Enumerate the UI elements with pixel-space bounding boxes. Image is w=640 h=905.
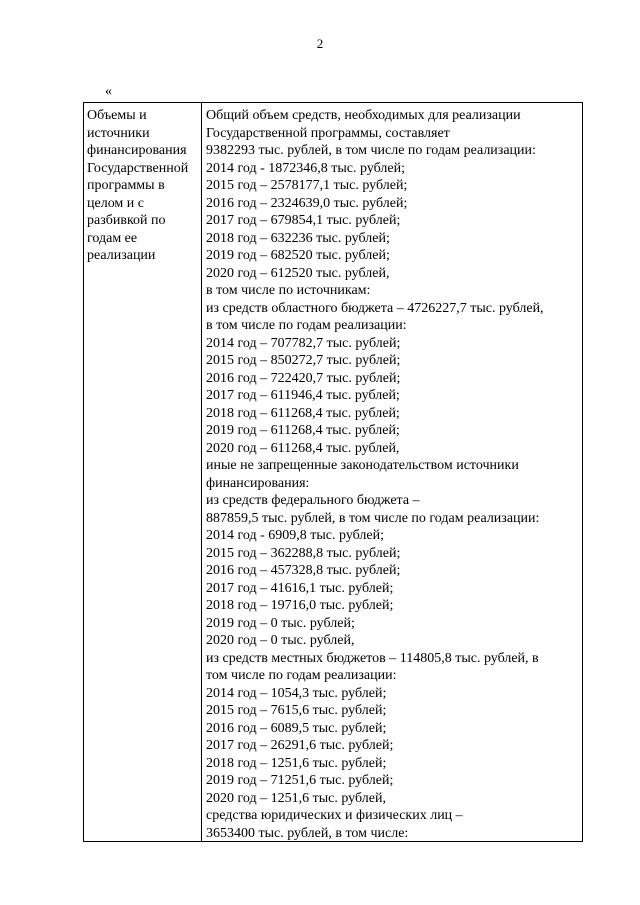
content-line: 2017 год – 679854,1 тыс. рублей; bbox=[206, 213, 401, 228]
label-line: годам ее bbox=[87, 230, 138, 246]
content-line: финансирования: bbox=[206, 475, 310, 491]
content-line: из средств местных бюджетов – 114805,8 тыс. рублей, в bbox=[206, 650, 539, 666]
label-line: разбивкой по bbox=[87, 213, 166, 228]
label-line: целом и с bbox=[87, 195, 144, 211]
content-line: 2019 год – 71251,6 тыс. рублей; bbox=[206, 773, 394, 788]
content-line: 887859,5 тыс. рублей, в том числе по годам реализации: bbox=[206, 510, 540, 526]
content-line: 2020 год – 612520 тыс. рублей, bbox=[206, 265, 390, 281]
content-line: 2015 год – 850272,7 тыс. рублей; bbox=[206, 353, 401, 368]
content-line: 2017 год – 611946,4 тыс. рублей; bbox=[206, 388, 400, 403]
content-line: 2014 год – 1054,3 тыс. рублей; bbox=[206, 685, 387, 701]
content-line: 2014 год - 6909,8 тыс. рублей; bbox=[206, 528, 385, 543]
content-line: 3653400 тыс. рублей, в том числе: bbox=[206, 825, 409, 841]
label-line: Государственной bbox=[87, 160, 189, 176]
funding-table-label-cell bbox=[84, 103, 202, 841]
label-line: реализации bbox=[87, 248, 156, 263]
content-line: 2015 год – 2578177,1 тыс. рублей; bbox=[206, 178, 408, 193]
content-line: Государственной программы, составляет bbox=[206, 125, 450, 141]
label-line: финансирования bbox=[87, 143, 187, 158]
content-line: в том числе по годам реализации: bbox=[206, 318, 407, 333]
content-line: 2017 год – 26291,6 тыс. рублей; bbox=[206, 738, 394, 753]
content-line: 2016 год – 722420,7 тыс. рублей; bbox=[206, 370, 401, 386]
content-line: том числе по годам реализации: bbox=[206, 668, 397, 683]
content-line: 2018 год – 611268,4 тыс. рублей; bbox=[206, 405, 400, 421]
label-line: источники bbox=[87, 125, 150, 141]
label-line: Объемы и bbox=[87, 108, 147, 123]
label-line: программы в bbox=[87, 178, 165, 193]
content-line: 2015 год – 7615,6 тыс. рублей; bbox=[206, 703, 387, 718]
content-line: 2019 год – 682520 тыс. рублей; bbox=[206, 248, 390, 263]
content-line: 9382293 тыс. рублей, в том числе по годам реализации: bbox=[206, 143, 536, 158]
content-line: 2019 год – 0 тыс. рублей; bbox=[206, 615, 355, 631]
content-line: 2020 год – 0 тыс. рублей, bbox=[206, 633, 355, 648]
content-line: из средств областного бюджета – 4726227,7 тыс. рублей, bbox=[206, 300, 544, 316]
opening-quote-mark: « bbox=[105, 84, 112, 99]
content-line: 2020 год – 611268,4 тыс. рублей, bbox=[206, 440, 400, 456]
content-line: 2019 год – 611268,4 тыс. рублей; bbox=[206, 423, 400, 438]
content-line: Общий объем средств, необходимых для реализации bbox=[206, 108, 521, 123]
content-line: средства юридических и физических лиц – bbox=[206, 808, 463, 823]
content-line: 2015 год – 362288,8 тыс. рублей; bbox=[206, 545, 401, 561]
content-line: 2018 год – 632236 тыс. рублей; bbox=[206, 230, 390, 246]
content-line: 2016 год – 6089,5 тыс. рублей; bbox=[206, 720, 387, 736]
content-line: 2017 год – 41616,1 тыс. рублей; bbox=[206, 580, 394, 596]
funding-table bbox=[83, 102, 583, 842]
content-line: иные не запрещенные законодательством источники bbox=[206, 458, 519, 473]
page-number: 2 bbox=[316, 36, 324, 51]
content-line: 2016 год – 2324639,0 тыс. рублей; bbox=[206, 195, 408, 211]
content-line: 2016 год – 457328,8 тыс. рублей; bbox=[206, 563, 401, 578]
content-line: из средств федерального бюджета – bbox=[206, 493, 420, 508]
content-line: 2018 год – 1251,6 тыс. рублей; bbox=[206, 755, 387, 771]
funding-table-content-cell bbox=[202, 103, 582, 841]
content-line: 2014 год - 1872346,8 тыс. рублей; bbox=[206, 160, 406, 176]
content-line: 2014 год – 707782,7 тыс. рублей; bbox=[206, 335, 401, 351]
content-line: в том числе по источникам: bbox=[206, 283, 371, 298]
content-line: 2020 год – 1251,6 тыс. рублей, bbox=[206, 790, 386, 806]
content-line: 2018 год – 19716,0 тыс. рублей; bbox=[206, 598, 394, 613]
